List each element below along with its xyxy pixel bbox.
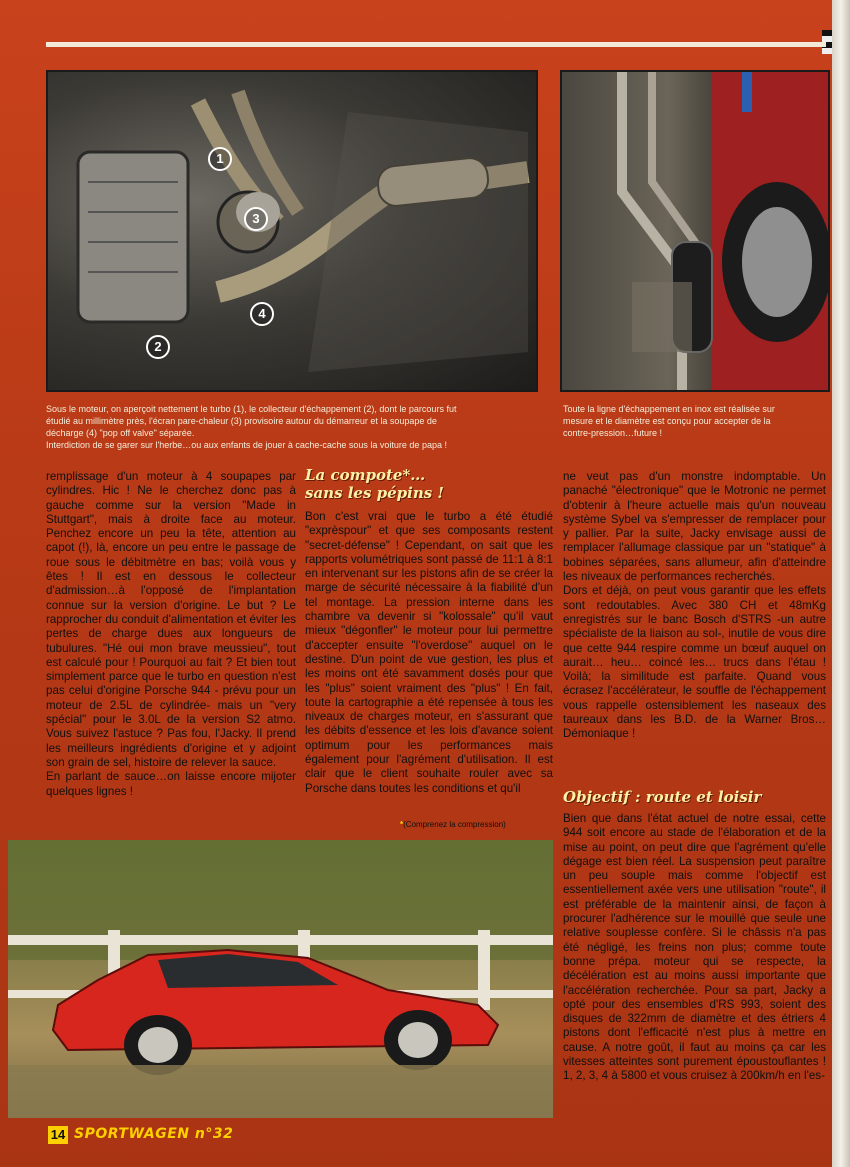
page-edge <box>832 0 850 1167</box>
engine-illustration <box>48 72 538 392</box>
badge-1: 1 <box>208 147 232 171</box>
car-illustration <box>8 840 553 1118</box>
section-heading-compote <box>305 466 545 502</box>
caption-line: décharge (4) "pop off valve" séparée. <box>46 428 195 438</box>
engine-photo-caption <box>46 403 542 451</box>
top-rule <box>46 42 826 47</box>
paragraph: Bien que dans l'état actuel de notre essai, cette 944 soit encore au stade de l'élaboration et de la mise au point, on peut dire que l'agrément qu'elle dégage est bien réel. La suspension peut paraître un peu souple mais comme l'objectif est essentiellement axée vers une utilisation "route", il est préférable de la maintenir ainsi, de façon à procurer l'adhérence sur le mouillé que seule une relative souplesse confère. Si le châssis n'a pas été négligé, les freins non plus; comme toute bonne prépa. moteur qui se respecte, la décélération est au moins aussi importante que l'accélération recherchée. Pour sa part, Jacky a opté pour des ensembles d'RS 993, soient des disques de 322mm de diamètre et des étriers 4 pistons dont l'efficacité n'est plus à mettre en cause. A notre goût, il faut au moins ça car les vitesses atteintes sont purement époustouflantes ! 1, 2, 3, 4 à 5800 et vous cruisez à 200km/h en l'es- <box>563 812 826 1083</box>
heading-line: sans les pépins ! <box>305 484 445 502</box>
magazine-name: SPORTWAGEN n°32 <box>74 1126 234 1142</box>
porsche-944-photo <box>8 840 553 1118</box>
caption-line: Toute la ligne d'échappement en inox est réalisée sur <box>563 404 775 414</box>
article-column-right <box>563 470 826 742</box>
badge-3: 3 <box>244 207 268 231</box>
article-column-left <box>46 470 296 799</box>
paragraph: Dors et déjà, on peut vous garantir que les effets sont redoutables. Avec 380 CH et 48mKg enregistrés sur le banc Bosch d'STRS -un autre spécialiste de la liaison au sol-, inutile de vous dire que cette 944 respire comme un bœuf auquel on aurait… heu… coincé les… trucs dans l'étau ! Voilà; la similitude est parfaite. Quand vous écrasez l'accélérateur, le souffle de l'échappement vous rappelle ostensiblement les naseaux des taureaux dans les B.D. de la Warner Bros… Démoniaque ! <box>563 584 826 741</box>
page-number: 14 <box>48 1126 68 1144</box>
footnote <box>400 820 553 829</box>
article-column-middle <box>305 510 553 796</box>
article-column-right-continued <box>563 812 826 1084</box>
exhaust-illustration <box>562 72 830 392</box>
caption-line: contre-pression…future ! <box>563 428 663 438</box>
asterisk-icon: * <box>400 820 404 829</box>
engine-underside-photo <box>46 70 538 392</box>
paragraph: En parlant de sauce…on laisse encore mijoter quelques lignes ! <box>46 770 296 798</box>
paragraph: remplissage d'un moteur à 4 soupapes par cylindres. Hic ! Ne le cherchez donc pas à gauche comme sur la version "Made in Stuttgart", mais à droite face au moteur. Penchez encore un peu la tête, attention au capot (!), là, encore un peu entre le passage de roue sous le débitmètre en bas; voilà vous y êtes ! Il est en dessous le collecteur d'admission…à l'opposé de l'implantation connue sur la version d'origine. Le but ? Le rapprocher du conduit d'alimentation et éviter les pertes de charge dues aux longueurs de tubulures. "Hé oui mon brave meussieu", tout est calculé pour ! Pourquoi au fait ? Et bien tout simplement parce que le turbo en question n'est pas celui d'origine Porsche 944 - prévu pour un moteur de 2.5L de cylindrée- mais un "very spécial" pour le 3.0L de la version S2 atmo. Vous suivez l'astuce ? Pas fou, l'Jacky. Il prend les meilleurs ingrédients d'origine et y adjoint son grain de sel, histoire de relever la sauce. <box>46 470 296 769</box>
paragraph: ne veut pas d'un monstre indomptable. Un panaché "électronique" que le Motronic ne permet d'obtenir à l'heure actuelle mais qu'un nouveau système Sybel va s'empresser de remplacer pour y pallier. Par la suite, Jacky envisage aussi de remplacer l'allumage classique par un "statique" à bobines séparées, sans allumeur, afin d'atteindre les niveaux de performances recherchés. <box>563 470 826 584</box>
badge-4: 4 <box>250 302 274 326</box>
caption-line: mesure et le diamètre est conçu pour accepter de la <box>563 416 771 426</box>
paragraph: Bon c'est vrai que le turbo a été étudié "exprèspour" et que ses composants restent "secret-défense" ! Cependant, on sait que les rapports volumétriques sont passé de 11:1 à 8:1 en intervenant sur les pistons afin de se créer la marge de sécurité nécessaire à la fiabilité d'un tel montage. La pression interne dans les chambre va devenir si "kolossale" qu'il vaut mieux "dégonfler" le moteur pour lui permettre d'accepter ensuite "l'overdose" auquel on le destine. D'un point de vue gestion, les plus et les moins ont été savamment dosés pour que les "plus" soient vraiment des "plus" ! En fait, toute la cartographie a été repensée à tous les niveaux de charges moteur, en s'assurant que les débits d'essence et les lois d'avance soient optimum pour les performances mais également pour l'agrément d'utilisation. Il est clair que le client souhaite rouler avec sa Porsche dans toutes les conditions et qu'il <box>305 510 553 795</box>
exhaust-line-photo <box>560 70 830 392</box>
caption-line: étudié au millimètre près, l'écran pare-chaleur (3) provisoire autour du démarreur et la soupape de <box>46 416 437 426</box>
badge-2: 2 <box>146 335 170 359</box>
caption-line: Interdiction de se garer sur l'herbe…ou aux enfants de jouer à cache-cache sous la voiture de papa ! <box>46 440 447 450</box>
footnote-text: (Comprenez la compression) <box>403 820 506 829</box>
exhaust-photo-caption <box>563 403 829 439</box>
caption-line: Sous le moteur, on aperçoit nettement le turbo (1), le collecteur d'échappement (2), dont le parcours fut <box>46 404 457 414</box>
heading-line: La compote*… <box>305 466 426 484</box>
section-heading-objectif: Objectif : route et loisir <box>563 788 762 806</box>
